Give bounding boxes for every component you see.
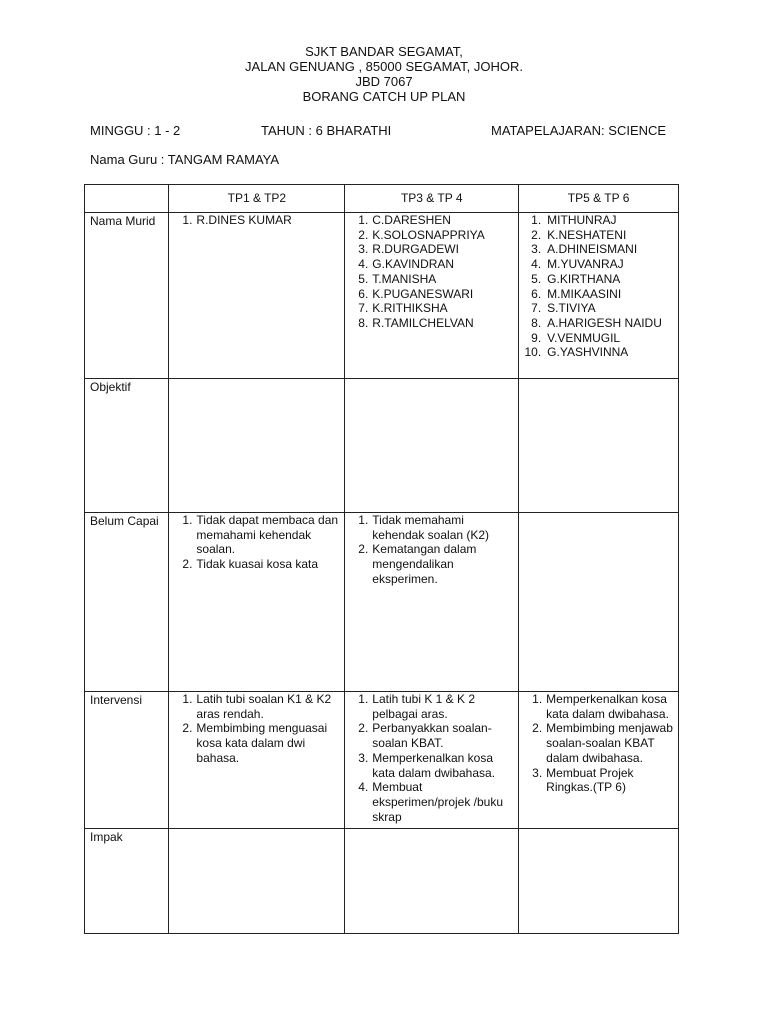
list-item-text: V.VENMUGIL xyxy=(547,330,621,345)
list-item-text: R.DURGADEWI xyxy=(372,242,459,257)
list-item-text: R.DINES KUMAR xyxy=(196,213,292,227)
list-item-number: 2. xyxy=(358,542,369,557)
list-item-number: 8. xyxy=(531,315,542,330)
list-item-text: K.PUGANESWARI xyxy=(372,286,474,301)
list-item-text: G.KIRTHANA xyxy=(547,271,621,286)
list-item-number: 2. xyxy=(358,721,369,736)
list-item xyxy=(345,542,518,586)
list-item-number: 4. xyxy=(358,780,369,795)
list-item xyxy=(345,513,518,542)
list-item-text: Memperkenalkan kosa kata dalam dwibahasa. xyxy=(372,750,496,780)
list-item-number: 7. xyxy=(358,301,369,316)
list-item xyxy=(169,721,344,765)
list-item-number: 1. xyxy=(358,513,369,527)
school-name: SJKT BANDAR SEGAMAT, xyxy=(305,44,463,59)
list-item xyxy=(345,242,518,257)
list-item xyxy=(345,301,518,316)
list-item-number: 1. xyxy=(532,692,543,706)
list-item-text: Kematangan dalam mengendalikan eksperimen. xyxy=(372,542,477,586)
list-item xyxy=(519,287,678,302)
numbered-list xyxy=(169,513,344,572)
table-header-row xyxy=(85,185,679,213)
table-row-objektif xyxy=(85,379,679,513)
list-item-text: A.DHINEISMANI xyxy=(547,242,638,257)
list-item-text: T.MANISHA xyxy=(372,271,437,286)
list-item-text: MITHUNRAJ xyxy=(547,213,617,227)
list-item xyxy=(345,780,518,824)
list-item-text: K.NESHATENI xyxy=(547,227,627,242)
list-item xyxy=(345,213,518,228)
list-item-number: 2. xyxy=(532,721,543,736)
row-label-impak: Impak xyxy=(85,829,169,934)
list-item-number: 2. xyxy=(531,227,542,242)
list-item xyxy=(169,557,344,572)
numbered-list xyxy=(345,692,518,824)
list-item xyxy=(345,721,518,750)
list-item-text: A.HARIGESH NAIDU xyxy=(547,315,662,330)
table-row-intervensi xyxy=(85,692,679,829)
list-item-text: C.DARESHEN xyxy=(372,213,451,227)
tahun-field: TAHUN : 6 BHARATHI xyxy=(261,123,392,138)
list-item-number: 8. xyxy=(358,315,369,330)
list-item-number: 2. xyxy=(182,557,193,572)
numbered-list xyxy=(519,692,678,795)
list-item-number: 5. xyxy=(531,271,542,286)
list-item-number: 2. xyxy=(182,721,193,736)
list-item-number: 10. xyxy=(524,345,542,360)
list-item-number: 1. xyxy=(531,213,542,227)
list-item xyxy=(519,331,678,346)
list-item-number: 6. xyxy=(531,286,542,301)
cell-objektif-tp5-tp6 xyxy=(519,379,679,513)
list-item xyxy=(519,257,678,272)
list-item-number: 5. xyxy=(358,271,369,286)
cell-intervensi-tp5-tp6 xyxy=(519,692,679,829)
list-item-number: 1. xyxy=(182,692,193,706)
list-item-text: Membuat eksperimen/projek /buku skrap xyxy=(372,780,504,824)
numbered-list xyxy=(169,692,344,766)
list-item xyxy=(519,766,678,795)
list-item-number: 1. xyxy=(358,692,369,706)
list-item-text: S.TIVIYA xyxy=(547,301,596,316)
numbered-list xyxy=(345,513,518,587)
list-item-text: Tidak dapat membaca dan memahami kehendak soalan. xyxy=(196,513,339,557)
list-item-text: M.MIKAASINI xyxy=(547,286,622,301)
school-address: JALAN GENUANG , 85000 SEGAMAT, JOHOR. xyxy=(245,59,523,74)
list-item-text: Perbanyakkan soalan-soalan KBAT. xyxy=(372,721,492,751)
list-item-number: 3. xyxy=(358,750,369,765)
teacher-name: Nama Guru : TANGAM RAMAYA xyxy=(90,152,280,167)
list-item-text: Tidak kuasai kosa kata xyxy=(196,557,319,572)
cell-objektif-tp3-tp4 xyxy=(345,379,519,513)
list-item-text: R.TAMILCHELVAN xyxy=(372,315,474,330)
minggu-field: MINGGU : 1 - 2 xyxy=(90,123,181,138)
list-item-number: 4. xyxy=(358,257,369,272)
list-item xyxy=(519,345,678,360)
list-item xyxy=(345,751,518,780)
list-item-text: Latih tubi K 1 & K 2 pelbagai aras. xyxy=(372,692,476,721)
list-item xyxy=(169,692,344,721)
list-item xyxy=(345,257,518,272)
list-item-text: G.KAVINDRAN xyxy=(372,257,455,272)
numbered-list xyxy=(169,213,344,228)
list-item xyxy=(345,272,518,287)
list-item xyxy=(519,228,678,243)
list-item-text: K.RITHIKSHA xyxy=(372,301,448,316)
column-header-tp3-tp4: TP3 & TP 4 xyxy=(345,185,519,213)
list-item xyxy=(519,316,678,331)
list-item xyxy=(519,692,678,721)
row-label-objektif: Objektif xyxy=(85,379,169,513)
cell-impak-tp3-tp4 xyxy=(345,829,519,934)
list-item xyxy=(345,228,518,243)
table-row-impak xyxy=(85,829,679,934)
cell-nama-murid-tp5-tp6 xyxy=(519,213,679,379)
list-item-number: 2. xyxy=(358,227,369,242)
row-label-belum-capai: Belum Capai xyxy=(85,513,169,692)
list-item-number: 1. xyxy=(182,513,193,527)
list-item xyxy=(519,721,678,765)
column-header-blank xyxy=(85,185,169,213)
list-item xyxy=(345,692,518,721)
list-item-number: 9. xyxy=(531,330,542,345)
list-item xyxy=(519,301,678,316)
list-item-text: Tidak memahami kehendak soalan (K2) xyxy=(372,513,490,542)
meta-row xyxy=(90,123,690,139)
cell-intervensi-tp1-tp2 xyxy=(169,692,345,829)
cell-nama-murid-tp3-tp4 xyxy=(345,213,519,379)
list-item xyxy=(169,513,344,557)
column-header-tp1-tp2: TP1 & TP2 xyxy=(169,185,345,213)
table-row-belum-capai xyxy=(85,513,679,692)
subject-field: MATAPELAJARAN: SCIENCE xyxy=(491,123,667,138)
cell-nama-murid-tp1-tp2 xyxy=(169,213,345,379)
cell-objektif-tp1-tp2 xyxy=(169,379,345,513)
list-item-number: 6. xyxy=(358,286,369,301)
table-row-nama-murid xyxy=(85,213,679,379)
cell-belum-capai-tp3-tp4 xyxy=(345,513,519,692)
cell-belum-capai-tp5-tp6 xyxy=(519,513,679,692)
list-item-number: 3. xyxy=(531,242,542,257)
list-item-number: 3. xyxy=(358,242,369,257)
list-item-text: Membuat Projek Ringkas.(TP 6) xyxy=(546,765,634,795)
column-header-tp5-tp6: TP5 & TP 6 xyxy=(519,185,679,213)
cell-impak-tp1-tp2 xyxy=(169,829,345,934)
cell-intervensi-tp3-tp4 xyxy=(345,692,519,829)
document-header xyxy=(0,44,768,104)
list-item xyxy=(345,316,518,331)
school-code: JBD 7067 xyxy=(355,74,413,89)
numbered-list xyxy=(345,213,518,331)
cell-belum-capai-tp1-tp2 xyxy=(169,513,345,692)
list-item-number: 4. xyxy=(531,257,542,272)
list-item-text: Latih tubi soalan K1 & K2 aras rendah. xyxy=(196,692,332,721)
list-item-number: 1. xyxy=(182,213,193,227)
form-title: BORANG CATCH UP PLAN xyxy=(302,89,466,104)
list-item xyxy=(345,287,518,302)
list-item-text: Membimbing menjawab soalan-soalan KBAT dalam dwibahasa. xyxy=(546,721,673,765)
list-item-text: K.SOLOSNAPPRIYA xyxy=(372,227,485,242)
list-item xyxy=(519,213,678,228)
list-item-number: 1. xyxy=(358,213,369,227)
list-item-text: G.YASHVINNA xyxy=(547,345,629,360)
list-item-number: 7. xyxy=(531,301,542,316)
list-item xyxy=(519,272,678,287)
list-item-number: 3. xyxy=(532,765,543,780)
list-item xyxy=(169,213,344,228)
list-item-text: Memperkenalkan kosa kata dalam dwibahasa. xyxy=(546,692,669,721)
list-item-text: Membimbing menguasai kosa kata dalam dwi bahasa. xyxy=(196,721,328,765)
list-item-text: M.YUVANRAJ xyxy=(547,257,624,272)
catch-up-plan-table xyxy=(84,184,679,934)
row-label-nama-murid: Nama Murid xyxy=(85,213,169,379)
row-label-intervensi: Intervensi xyxy=(85,692,169,829)
list-item xyxy=(519,242,678,257)
numbered-list xyxy=(519,213,678,360)
cell-impak-tp5-tp6 xyxy=(519,829,679,934)
